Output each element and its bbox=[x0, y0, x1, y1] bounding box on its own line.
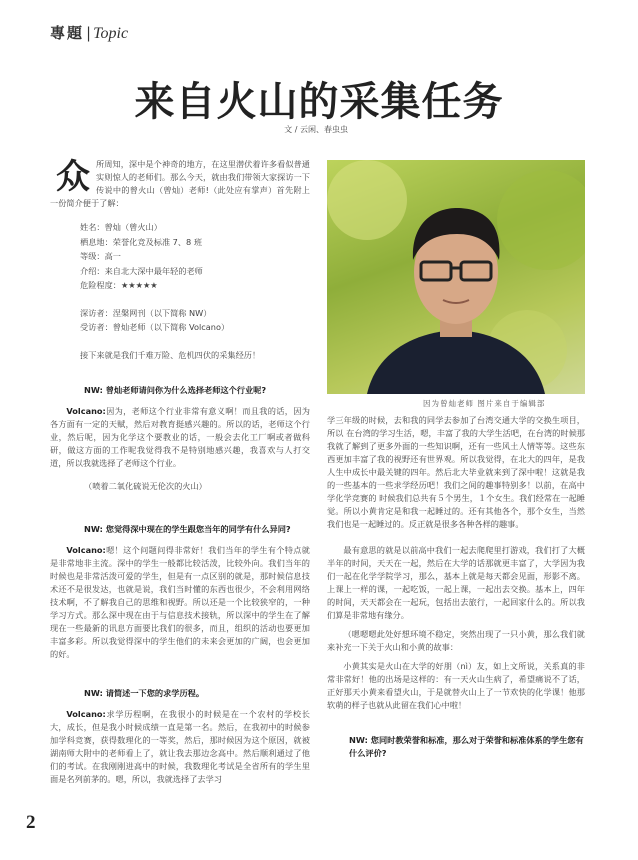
answer-1-speaker: Volcano: bbox=[66, 406, 106, 416]
answer-1 bbox=[50, 405, 310, 470]
drop-cap: 众 bbox=[56, 157, 90, 197]
right-paragraph-1: 学三年级的时候，去和我的同学去参加了台湾交通大学的交换生项目，所以 在台湾的学习生活，嗯，丰富了我的大学生活吧，在台湾的时候那我就了解到了更多外面的一些知识啊，还有一些风土人情等等。这些东西更加丰富了我的视野还有世界观。所以我觉得，在北大的四年，是我人生中成长中最关键的四年。然后北大毕业就来到了深中啦！这就是我的一些基本的一些求学经历吧！我们之间的趣事特别多！以前，在高中学化学竞赛的 时候我们总共有５个男生，１个女生。我们经常在一起睡觉。所以小黄肯定是和我一起睡过的。还有其他各个，那个女生，当然我们也是一起睡过的。反正就是很多各种各样的趣事。 bbox=[327, 415, 585, 529]
answer-1-text: 因为，老师这个行业非常有意义啊！而且我的话，因为各方面有一定的天赋，然后对教育挺感兴趣的。所以的话，老师这个行业，然后呢，因为化学这个要教业的话，一般会去化工厂啊或者做科研，做这方面的工作呢我觉得我不是特别地感兴趣，我喜欢与人打交道，所以我就选择了老师这个行业。 bbox=[50, 406, 310, 468]
right-column bbox=[327, 414, 585, 760]
question-3: NW: 请简述一下您的求学历程。 bbox=[84, 688, 205, 698]
right-paragraph-2: 最有意思的就是以前高中我们一起去爬爬里打游戏，我们打了大概半年的时间，天天在一起，然后在大学的话那就更丰富了，大学因为我们一起在化学学院学习，那么，基本上就是每天都会见面，形影不离。上课上一样的课，一起吃饭，一起上课，一起出去交换。基本上，四年的时间，天天都会在一起玩，包括出去旅行，一起回家什么的。所以我们算是非常地有缘分。 bbox=[327, 545, 585, 620]
profile-gap bbox=[80, 293, 310, 306]
right-note: （嗯嗯嗯此处好想环境不稳定，突然出现了一只小黄，那么我们就来补充一下关于火山和小黄的故事： bbox=[327, 629, 585, 652]
question-4: NW: 您同时教荣誉和标准，那么对于荣誉和标准体系的学生您有什么评价? bbox=[349, 735, 584, 758]
question-1: NW: 曾灿老师请问你为什么选择老师这个行业呢? bbox=[84, 385, 267, 395]
right-paragraph-3: 小黄其实是火山在大学的好朋（nì）友，如上文所说，关系真的非常非常好！他的出场是这样的：有一天火山生病了，希望痛说不了话，正好那天小黄来看望火山，于是就替火山上了一节欢快的化学课！他那软萌的样子也就从此留在我们心中啦！ bbox=[327, 661, 585, 710]
profile-level: 等级：高一 bbox=[80, 251, 121, 261]
profile-card bbox=[50, 220, 310, 362]
profile-name: 姓名：曾灿（曾火山） bbox=[80, 222, 162, 232]
profile-interviewee: 受访者：曾灿老师（以下简称 Volcano） bbox=[80, 322, 230, 332]
profile-danger-rating: 危险程度：★★★★★ bbox=[80, 280, 158, 290]
answer-1-note: （喷着二氧化硫说无伦次的火山） bbox=[84, 481, 207, 491]
left-column bbox=[50, 158, 310, 786]
article-byline: 文 / 云闲、春虫虫 bbox=[284, 125, 348, 134]
teacher-portrait-photo bbox=[327, 160, 585, 394]
section-label-zh: 專題 bbox=[50, 24, 85, 42]
answer-3-speaker: Volcano: bbox=[66, 709, 106, 719]
answer-3-text: 求学历程啊，在我很小的时候是在一个农村的学校长大，成长，但是我小时候成绩一直是第一名。然后，在我初中的时候参加学科竞赛，获得数理化的一等奖，然后，那时候因为这个原因，就被湖南师大附中的老师看上了，就让我去那边念高中。然后顺利通过了他们的考试。在我刚刚进高中的时候，我数理化考试是全省所有的学生里面是名列前茅的。嗯，所以，我就选择了去学习 bbox=[50, 709, 310, 784]
section-separator: | bbox=[86, 24, 92, 42]
lead-sentence: 接下来就是我们千难万险、危机四伏的采集经历！ bbox=[80, 349, 261, 360]
profile-gap bbox=[80, 335, 310, 348]
portrait-illustration bbox=[327, 160, 585, 394]
page-number: 2 bbox=[26, 812, 36, 833]
profile-interviewer: 深访者：涅槃网刊（以下简称 NW） bbox=[80, 307, 212, 318]
answer-3 bbox=[50, 708, 310, 786]
answer-2 bbox=[50, 544, 310, 661]
photo-caption: 因为曾灿老师 图片来自于编辑部 bbox=[423, 399, 546, 408]
article-title: 来自火山的采集任务 bbox=[134, 79, 504, 125]
intro-paragraph bbox=[50, 158, 310, 210]
question-2: NW: 您觉得深中现在的学生跟您当年的同学有什么异同? bbox=[84, 524, 291, 534]
answer-2-text: 嗯！这个问题问得非常好！我们当年的学生有个特点就是非常地非主流。深中的学生一般都比较活泼，比较外向。我们当年的时候也是非常活泼可爱的学生，但是有一点区别的就是，那时候信息技术还不是很发达，也就是说，我们当时懂的东西也很少，不会利用网络技术啊，不了解我自己的思维和视野。所以还是一个比较狭窄的，一种学习方式。那么深中现在由于与信息技术接轨，所以深中的学生在了解现在一些最新的讯息方面要比我们的很多，而且，组织的活动也要更加丰富多彩。所以我觉得深中的学生他们的未来会更加的广阔，也会更加的好。 bbox=[50, 545, 310, 659]
section-header bbox=[50, 22, 128, 43]
answer-2-speaker: Volcano: bbox=[66, 545, 106, 555]
profile-habitat: 栖息地：荣誉化竞及标准 7、8 班 bbox=[80, 236, 203, 247]
profile-description: 介绍：来自北大深中最年轻的老师 bbox=[80, 265, 203, 276]
intro-text: 所周知，深中是个神奇的地方，在这里潜伏着许多看似普通实则惊人的老师们。那么今天，就由我们带领大家探访一下传说中的曾火山（曾灿）老师!（此处应有掌声）首先附上一份简介便于了解： bbox=[50, 159, 310, 208]
section-label-en: Topic bbox=[93, 25, 129, 42]
